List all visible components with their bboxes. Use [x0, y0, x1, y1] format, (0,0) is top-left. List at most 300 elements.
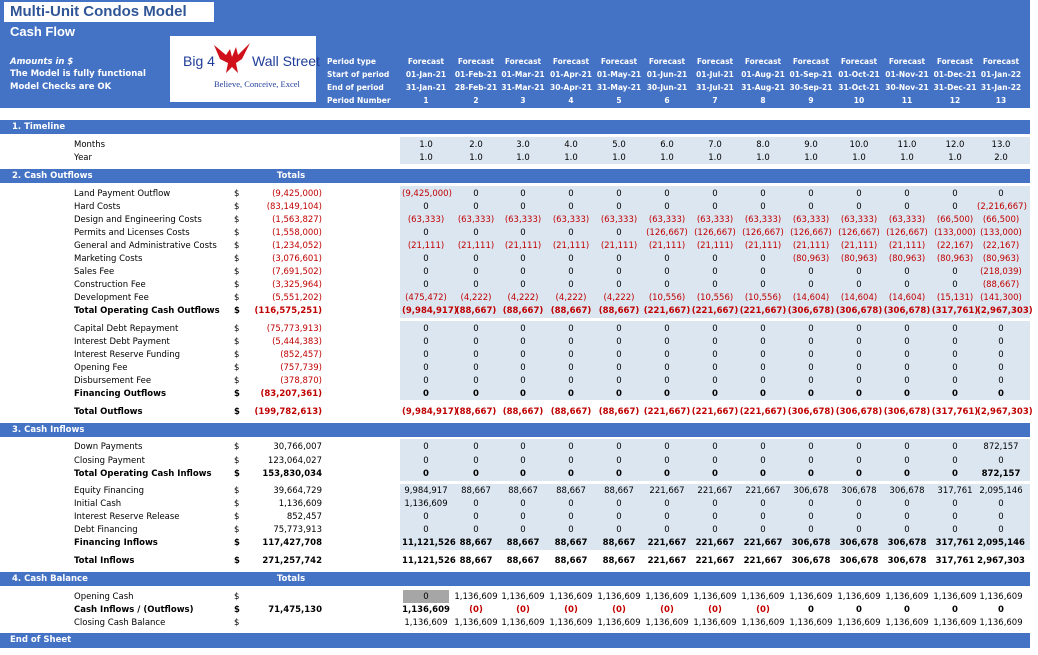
period-value-cell[interactable]: 0 — [808, 525, 814, 535]
period-value-cell[interactable]: 0 — [712, 389, 718, 399]
period-value-cell[interactable]: 0 — [998, 525, 1004, 535]
period-value-cell[interactable]: 0 — [952, 512, 958, 522]
period-value-cell[interactable]: 0 — [712, 350, 718, 360]
period-value-cell[interactable]: 0 — [904, 512, 910, 522]
period-value-cell[interactable]: 0 — [904, 469, 910, 479]
period-value-cell[interactable]: 0 — [664, 456, 670, 466]
period-value-cell[interactable]: 0 — [856, 469, 862, 479]
period-value-cell[interactable]: 0 — [423, 280, 429, 290]
period-value-cell[interactable]: 0 — [520, 202, 526, 212]
period-value-cell[interactable]: 0 — [473, 376, 479, 386]
period-value-cell[interactable]: 317,761 — [937, 486, 973, 496]
period-value-cell[interactable]: 0 — [616, 499, 622, 509]
period-value-cell[interactable]: 1,136,609 — [933, 592, 977, 602]
period-value-cell[interactable]: (80,963) — [982, 254, 1020, 264]
period-value-cell[interactable]: 872,157 — [983, 442, 1019, 452]
period-value-cell[interactable]: 5.0 — [612, 140, 626, 150]
period-value-cell[interactable]: 0 — [856, 376, 862, 386]
period-value-cell[interactable]: 0 — [520, 350, 526, 360]
period-value-cell[interactable]: 0 — [423, 202, 429, 212]
period-value-cell[interactable]: 0 — [423, 228, 429, 238]
period-value-cell[interactable]: 0 — [664, 469, 670, 479]
period-value-cell[interactable]: (21,111) — [504, 241, 542, 251]
period-value-cell[interactable]: (0) — [756, 605, 770, 615]
period-value-cell[interactable]: (88,667) — [455, 306, 497, 316]
period-value-cell[interactable]: (88,667) — [598, 407, 640, 417]
period-value-cell[interactable]: 0 — [568, 337, 574, 347]
period-value-cell[interactable]: 1.0 — [708, 153, 722, 163]
period-value-cell[interactable]: 0 — [473, 228, 479, 238]
period-value-cell[interactable]: 0 — [423, 512, 429, 522]
period-value-cell[interactable]: (88,667) — [455, 407, 497, 417]
period-value-cell[interactable]: 0 — [473, 442, 479, 452]
period-value-cell[interactable]: (88,667) — [502, 306, 544, 316]
period-value-cell[interactable]: (21,111) — [792, 241, 830, 251]
period-value-cell[interactable]: 0 — [856, 512, 862, 522]
period-value-cell[interactable]: 88,667 — [459, 538, 493, 548]
period-value-cell[interactable]: 3.0 — [516, 140, 530, 150]
period-value-cell[interactable]: 221,667 — [649, 486, 685, 496]
period-value-cell[interactable]: 0 — [520, 337, 526, 347]
period-value-cell[interactable]: 0 — [856, 267, 862, 277]
period-value-cell[interactable]: 0 — [760, 456, 766, 466]
period-value-cell[interactable]: 0 — [664, 525, 670, 535]
period-value-cell[interactable]: (306,678) — [835, 306, 883, 316]
period-value-cell[interactable]: (63,333) — [552, 215, 590, 225]
period-value-cell[interactable]: (88,667) — [982, 280, 1020, 290]
period-value-cell[interactable]: 0 — [568, 267, 574, 277]
period-value-cell[interactable]: 0 — [712, 189, 718, 199]
period-value-cell[interactable]: 0 — [473, 202, 479, 212]
period-value-cell[interactable]: 2.0 — [469, 140, 483, 150]
period-value-cell[interactable]: 0 — [760, 363, 766, 373]
period-value-cell[interactable]: 0 — [473, 267, 479, 277]
period-value-cell[interactable]: (22,167) — [982, 241, 1020, 251]
period-value-cell[interactable]: (221,667) — [691, 407, 739, 417]
period-value-cell[interactable]: (21,111) — [457, 241, 495, 251]
period-value-cell[interactable]: 0 — [808, 389, 814, 399]
period-value-cell[interactable]: 0 — [473, 469, 479, 479]
period-value-cell[interactable]: 0 — [712, 442, 718, 452]
period-value-cell[interactable]: 88,667 — [602, 556, 636, 566]
period-value-cell[interactable]: 0 — [520, 456, 526, 466]
period-value-cell[interactable]: 0 — [616, 267, 622, 277]
period-value-cell[interactable]: (14,604) — [792, 293, 830, 303]
period-value-cell[interactable]: 0 — [904, 499, 910, 509]
period-value-cell[interactable]: 1,136,609 — [597, 618, 641, 628]
period-value-cell[interactable]: 0 — [664, 376, 670, 386]
period-value-cell[interactable]: 0 — [616, 280, 622, 290]
period-value-cell[interactable]: 221,667 — [695, 556, 735, 566]
period-value-cell[interactable]: 1.0 — [756, 153, 770, 163]
period-value-cell[interactable]: 0 — [998, 456, 1004, 466]
period-value-cell[interactable]: 1,136,609 — [979, 618, 1023, 628]
period-value-cell[interactable]: (14,604) — [888, 293, 926, 303]
period-value-cell[interactable]: 0 — [616, 228, 622, 238]
period-value-cell[interactable]: (88,667) — [550, 306, 592, 316]
period-value-cell[interactable]: 0 — [952, 350, 958, 360]
period-value-cell[interactable]: 1,136,609 — [789, 592, 833, 602]
period-value-cell[interactable]: 11,121,526 — [402, 556, 456, 566]
period-value-cell[interactable]: 0 — [808, 202, 814, 212]
period-value-cell[interactable]: 0 — [998, 363, 1004, 373]
period-value-cell[interactable]: (141,300) — [980, 293, 1022, 303]
period-value-cell[interactable]: 0 — [904, 324, 910, 334]
period-value-cell[interactable]: (4,222) — [603, 293, 635, 303]
period-value-cell[interactable]: 0 — [520, 267, 526, 277]
period-value-cell[interactable]: 0 — [568, 389, 574, 399]
period-value-cell[interactable]: 0 — [568, 442, 574, 452]
period-value-cell[interactable]: 0 — [904, 337, 910, 347]
period-value-cell[interactable]: 0 — [664, 499, 670, 509]
period-value-cell[interactable]: 0 — [856, 499, 862, 509]
period-value-cell[interactable]: (221,667) — [643, 306, 691, 316]
period-value-cell[interactable]: 0 — [423, 324, 429, 334]
period-value-cell[interactable]: 1.0 — [469, 153, 483, 163]
period-value-cell[interactable]: (133,000) — [934, 228, 976, 238]
period-value-cell[interactable]: 306,678 — [791, 538, 831, 548]
period-value-cell[interactable]: (22,167) — [936, 241, 974, 251]
period-value-cell[interactable]: (63,333) — [600, 215, 638, 225]
period-value-cell[interactable]: 1,136,609 — [837, 592, 881, 602]
period-value-cell[interactable]: 0 — [952, 202, 958, 212]
period-value-cell[interactable]: 317,761 — [935, 538, 975, 548]
period-value-cell[interactable]: 0 — [520, 499, 526, 509]
period-value-cell[interactable]: 0 — [998, 512, 1004, 522]
period-value-cell[interactable]: 1.0 — [804, 153, 818, 163]
period-value-cell[interactable]: 0 — [473, 512, 479, 522]
period-value-cell[interactable]: 1.0 — [852, 153, 866, 163]
period-value-cell[interactable]: 0 — [998, 389, 1004, 399]
period-value-cell[interactable]: 0 — [664, 350, 670, 360]
period-value-cell[interactable]: 0 — [712, 376, 718, 386]
period-value-cell[interactable]: 306,678 — [793, 486, 829, 496]
period-value-cell[interactable]: 2,095,146 — [979, 486, 1023, 496]
period-value-cell[interactable]: 2.0 — [994, 153, 1008, 163]
period-value-cell[interactable]: 0 — [904, 202, 910, 212]
period-value-cell[interactable]: (21,111) — [407, 241, 445, 251]
period-value-cell[interactable]: 0 — [808, 350, 814, 360]
period-value-cell[interactable]: 0 — [520, 512, 526, 522]
period-value-cell[interactable]: 0 — [760, 267, 766, 277]
period-value-cell[interactable]: 4.0 — [564, 140, 578, 150]
period-value-cell[interactable]: (15,131) — [936, 293, 974, 303]
period-value-cell[interactable]: (63,333) — [696, 215, 734, 225]
period-value-cell[interactable]: 9.0 — [804, 140, 818, 150]
period-value-cell[interactable]: 0 — [473, 280, 479, 290]
period-value-cell[interactable]: (63,333) — [648, 215, 686, 225]
period-value-cell[interactable]: 1,136,609 — [933, 618, 977, 628]
period-value-cell[interactable]: 0 — [712, 267, 718, 277]
period-value-cell[interactable]: 0 — [904, 376, 910, 386]
period-value-cell[interactable]: (126,667) — [886, 228, 928, 238]
period-value-cell[interactable]: (63,333) — [792, 215, 830, 225]
period-value-cell[interactable]: 0 — [808, 376, 814, 386]
period-value-cell[interactable]: 0 — [856, 202, 862, 212]
period-value-cell[interactable]: 0 — [664, 324, 670, 334]
period-value-cell[interactable]: 1,136,609 — [549, 592, 593, 602]
period-value-cell[interactable]: 0 — [568, 324, 574, 334]
period-value-cell[interactable]: 0 — [520, 525, 526, 535]
period-value-cell[interactable]: 221,667 — [745, 486, 781, 496]
period-value-cell[interactable]: 0 — [616, 324, 622, 334]
period-value-cell[interactable]: 0 — [568, 228, 574, 238]
period-value-cell[interactable]: (21,111) — [744, 241, 782, 251]
period-value-cell[interactable]: 0 — [998, 605, 1004, 615]
period-value-cell[interactable]: 1,136,609 — [501, 618, 545, 628]
period-value-cell[interactable]: 0 — [808, 442, 814, 452]
period-value-cell[interactable]: 221,667 — [647, 538, 687, 548]
period-value-cell[interactable]: 0 — [856, 389, 862, 399]
period-value-cell[interactable]: 0 — [952, 267, 958, 277]
period-value-cell[interactable]: (21,111) — [696, 241, 734, 251]
period-value-cell[interactable]: 0 — [423, 456, 429, 466]
period-value-cell[interactable]: (63,333) — [744, 215, 782, 225]
period-value-cell[interactable]: 221,667 — [743, 556, 783, 566]
period-value-cell[interactable]: 0 — [664, 337, 670, 347]
period-value-cell[interactable]: (80,963) — [840, 254, 878, 264]
period-value-cell[interactable]: 306,678 — [889, 486, 925, 496]
period-value-cell[interactable]: 0 — [568, 254, 574, 264]
period-value-cell[interactable]: 0 — [904, 456, 910, 466]
period-value-cell[interactable]: 7.0 — [708, 140, 722, 150]
period-value-cell[interactable]: 0 — [760, 469, 766, 479]
period-value-cell[interactable]: 0 — [808, 469, 814, 479]
period-value-cell[interactable]: 8.0 — [756, 140, 770, 150]
period-value-cell[interactable]: 0 — [473, 337, 479, 347]
period-value-cell[interactable]: 1,136,609 — [885, 592, 929, 602]
period-value-cell[interactable]: 0 — [904, 525, 910, 535]
period-value-cell[interactable]: 12.0 — [945, 140, 965, 150]
period-value-cell[interactable]: (4,222) — [460, 293, 492, 303]
period-value-cell[interactable]: 1,136,609 — [501, 592, 545, 602]
period-value-cell[interactable]: 0 — [856, 350, 862, 360]
period-value-cell[interactable]: 1,136,609 — [837, 618, 881, 628]
period-value-cell[interactable]: 0 — [808, 499, 814, 509]
period-value-cell[interactable]: (0) — [660, 605, 674, 615]
period-value-cell[interactable]: 0 — [473, 389, 479, 399]
period-value-cell[interactable]: 0 — [473, 254, 479, 264]
period-value-cell[interactable]: 0 — [664, 267, 670, 277]
period-value-cell[interactable]: 1,136,609 — [404, 618, 448, 628]
period-value-cell[interactable]: 0 — [664, 280, 670, 290]
period-value-cell[interactable]: 0 — [952, 376, 958, 386]
period-value-cell[interactable]: 0 — [712, 469, 718, 479]
period-value-cell[interactable]: (0) — [708, 605, 722, 615]
period-value-cell[interactable]: 0 — [568, 350, 574, 360]
period-value-cell[interactable]: (126,667) — [838, 228, 880, 238]
period-value-cell[interactable]: (21,111) — [840, 241, 878, 251]
period-value-cell[interactable]: 0 — [808, 512, 814, 522]
period-value-cell[interactable]: 88,667 — [506, 556, 540, 566]
period-value-cell[interactable]: 1.0 — [612, 153, 626, 163]
period-value-cell[interactable]: 0 — [520, 254, 526, 264]
period-value-cell[interactable]: 88,667 — [506, 538, 540, 548]
period-value-cell[interactable]: 0 — [808, 337, 814, 347]
period-value-cell[interactable]: (317,761) — [931, 306, 979, 316]
period-value-cell[interactable]: 0 — [616, 254, 622, 264]
period-value-cell[interactable]: (2,967,303) — [977, 306, 1033, 316]
period-value-cell[interactable]: 1,136,609 — [885, 618, 929, 628]
period-value-cell[interactable]: 0 — [952, 469, 958, 479]
period-value-cell[interactable]: 88,667 — [554, 538, 588, 548]
period-value-cell[interactable]: (9,984,917) — [402, 306, 458, 316]
period-value-cell[interactable]: 0 — [664, 389, 670, 399]
period-value-cell[interactable]: 0 — [520, 324, 526, 334]
period-value-cell[interactable]: 0 — [568, 499, 574, 509]
period-value-cell[interactable]: 0 — [952, 324, 958, 334]
period-value-cell[interactable]: 0 — [998, 324, 1004, 334]
period-value-cell[interactable]: 0 — [904, 280, 910, 290]
period-value-cell[interactable]: 0 — [423, 350, 429, 360]
period-value-cell[interactable]: 0 — [568, 456, 574, 466]
period-value-cell[interactable]: 0 — [473, 350, 479, 360]
period-value-cell[interactable]: 317,761 — [935, 556, 975, 566]
period-value-cell[interactable]: 0 — [998, 337, 1004, 347]
period-value-cell[interactable]: (4,222) — [507, 293, 539, 303]
period-value-cell[interactable]: 0 — [760, 254, 766, 264]
period-value-cell[interactable]: 0 — [760, 499, 766, 509]
period-value-cell[interactable]: 88,667 — [554, 556, 588, 566]
period-value-cell[interactable]: (0) — [469, 605, 483, 615]
period-value-cell[interactable]: (2,967,303) — [977, 407, 1033, 417]
period-value-cell[interactable]: 0 — [856, 442, 862, 452]
period-value-cell[interactable]: 0 — [520, 442, 526, 452]
period-value-cell[interactable]: 0 — [664, 189, 670, 199]
period-value-cell[interactable]: 88,667 — [556, 486, 586, 496]
period-value-cell[interactable]: 1.0 — [660, 153, 674, 163]
period-value-cell[interactable]: 1,136,609 — [645, 618, 689, 628]
period-value-cell[interactable]: (63,333) — [888, 215, 926, 225]
period-value-cell[interactable]: 0 — [423, 469, 429, 479]
period-value-cell[interactable]: 0 — [423, 376, 429, 386]
period-value-cell[interactable]: 1,136,609 — [741, 618, 785, 628]
period-value-cell[interactable]: 0 — [712, 525, 718, 535]
period-value-cell[interactable]: 0 — [952, 499, 958, 509]
period-value-cell[interactable]: 1.0 — [419, 153, 433, 163]
period-value-cell[interactable]: 0 — [664, 254, 670, 264]
period-value-cell[interactable]: 306,678 — [887, 538, 927, 548]
period-value-cell[interactable]: 0 — [712, 363, 718, 373]
period-value-cell[interactable]: 0 — [856, 189, 862, 199]
period-value-cell[interactable]: 0 — [664, 363, 670, 373]
period-value-cell[interactable]: 0 — [808, 456, 814, 466]
period-value-cell[interactable]: 0 — [616, 376, 622, 386]
period-value-cell[interactable]: 0 — [568, 525, 574, 535]
period-value-cell[interactable]: 0 — [760, 525, 766, 535]
period-value-cell[interactable]: (221,667) — [739, 306, 787, 316]
period-value-cell[interactable]: 0 — [808, 189, 814, 199]
period-value-cell[interactable]: 221,667 — [697, 486, 733, 496]
period-value-cell[interactable]: (88,667) — [598, 306, 640, 316]
period-value-cell[interactable]: 13.0 — [991, 140, 1011, 150]
period-value-cell[interactable]: (218,039) — [980, 267, 1022, 277]
period-value-cell[interactable]: 0 — [423, 254, 429, 264]
period-value-cell[interactable]: 0 — [998, 189, 1004, 199]
period-value-cell[interactable]: 0 — [616, 337, 622, 347]
period-value-cell[interactable]: 0 — [520, 280, 526, 290]
period-value-cell[interactable]: 0 — [568, 363, 574, 373]
period-value-cell[interactable]: (9,425,000) — [402, 189, 452, 199]
period-value-cell[interactable]: 0 — [760, 202, 766, 212]
period-value-cell[interactable]: (10,556) — [696, 293, 734, 303]
period-value-cell[interactable]: 0 — [998, 350, 1004, 360]
period-value-cell[interactable]: 2,095,146 — [977, 538, 1025, 548]
period-value-cell[interactable]: 0 — [423, 389, 429, 399]
period-value-cell[interactable]: (88,667) — [550, 407, 592, 417]
period-value-cell[interactable]: 0 — [808, 324, 814, 334]
period-value-cell[interactable]: 0 — [712, 280, 718, 290]
period-value-cell[interactable]: 0 — [616, 202, 622, 212]
period-value-cell[interactable]: (14,604) — [840, 293, 878, 303]
period-value-cell[interactable]: 0 — [998, 499, 1004, 509]
period-value-cell[interactable]: 11,121,526 — [402, 538, 456, 548]
period-value-cell[interactable]: (126,667) — [694, 228, 736, 238]
period-value-cell[interactable]: 0 — [760, 442, 766, 452]
period-value-cell[interactable]: 0 — [520, 189, 526, 199]
period-value-cell[interactable]: 9,984,917 — [404, 486, 448, 496]
period-value-cell[interactable]: (0) — [516, 605, 530, 615]
period-value-cell[interactable]: 1.0 — [900, 153, 914, 163]
period-value-cell[interactable]: (306,678) — [787, 407, 835, 417]
period-value-cell[interactable]: (4,222) — [555, 293, 587, 303]
period-value-cell[interactable]: 0 — [616, 363, 622, 373]
period-value-cell[interactable]: 0 — [712, 254, 718, 264]
period-value-cell[interactable]: 11.0 — [897, 140, 917, 150]
period-value-cell[interactable]: 0 — [423, 363, 429, 373]
period-value-cell[interactable]: (10,556) — [744, 293, 782, 303]
period-value-cell[interactable]: 0 — [664, 512, 670, 522]
period-value-cell[interactable]: 1,136,609 — [789, 618, 833, 628]
period-value-cell[interactable]: 1,136,609 — [404, 499, 448, 509]
period-value-cell[interactable]: 1,136,609 — [979, 592, 1023, 602]
period-value-cell[interactable]: 0 — [904, 267, 910, 277]
period-value-cell[interactable]: (133,000) — [980, 228, 1022, 238]
period-value-cell[interactable]: 0 — [856, 337, 862, 347]
period-value-cell[interactable]: 306,678 — [839, 556, 879, 566]
period-value-cell[interactable]: 1,136,609 — [741, 592, 785, 602]
period-value-cell[interactable]: 0 — [423, 525, 429, 535]
period-value-cell[interactable]: 0 — [808, 280, 814, 290]
period-value-cell[interactable]: (21,111) — [888, 241, 926, 251]
period-value-cell[interactable]: (21,111) — [552, 241, 590, 251]
period-value-cell[interactable]: 0 — [520, 228, 526, 238]
period-value-cell[interactable]: 1,136,609 — [454, 618, 498, 628]
period-value-cell[interactable]: 0 — [760, 280, 766, 290]
period-value-cell[interactable]: (126,667) — [742, 228, 784, 238]
period-value-cell[interactable]: 88,667 — [461, 486, 491, 496]
period-value-cell[interactable]: 0 — [904, 389, 910, 399]
period-value-cell[interactable]: 0 — [616, 442, 622, 452]
period-value-cell[interactable]: 0 — [520, 363, 526, 373]
period-value-cell[interactable]: 0 — [712, 512, 718, 522]
period-value-cell[interactable]: 0 — [520, 376, 526, 386]
period-value-cell[interactable]: 0 — [952, 389, 958, 399]
period-value-cell[interactable]: 0 — [760, 512, 766, 522]
period-value-cell[interactable]: (306,678) — [835, 407, 883, 417]
period-value-cell[interactable]: 0 — [568, 469, 574, 479]
period-value-cell[interactable]: 0 — [952, 337, 958, 347]
period-value-cell[interactable]: 306,678 — [841, 486, 877, 496]
period-value-cell[interactable]: 0 — [856, 525, 862, 535]
period-value-cell[interactable]: 0 — [712, 337, 718, 347]
period-value-cell[interactable]: (21,111) — [600, 241, 638, 251]
period-value-cell[interactable]: 1,136,609 — [693, 592, 737, 602]
period-value-cell[interactable]: (63,333) — [407, 215, 445, 225]
period-value-cell[interactable]: (221,667) — [691, 306, 739, 316]
period-value-cell[interactable]: 0 — [856, 280, 862, 290]
period-value-cell[interactable]: 0 — [856, 456, 862, 466]
